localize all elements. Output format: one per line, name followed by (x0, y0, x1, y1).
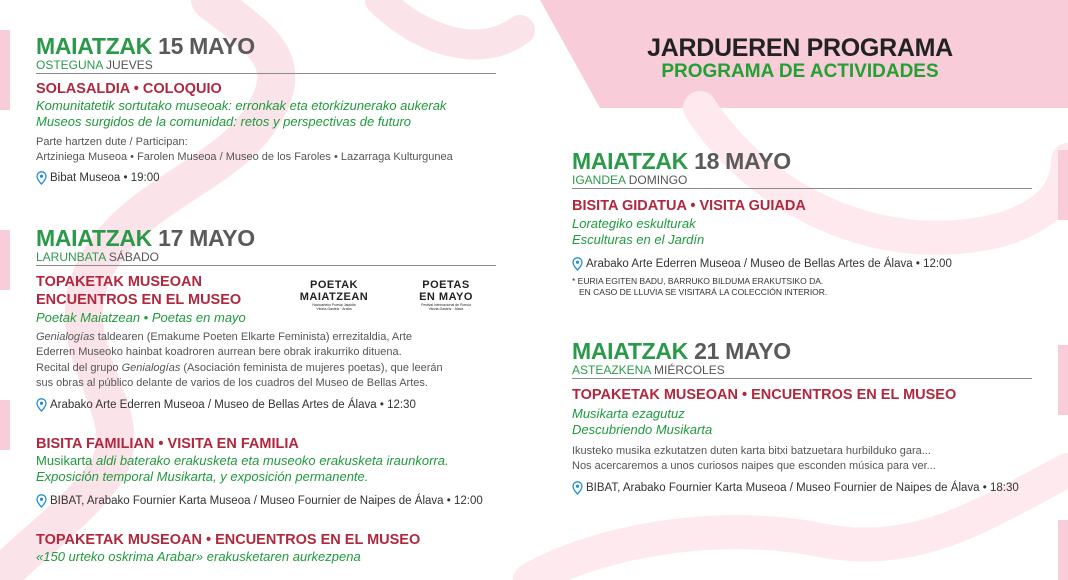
event-subtitle: Poetak Maiatzean • Poetas en mayo (36, 310, 246, 325)
event-subtitle-eu: Lorategiko eskulturak (572, 216, 696, 231)
day-15-section (36, 34, 496, 185)
event-family-visit (36, 435, 496, 508)
day-18-section (572, 149, 1032, 298)
map-pin-icon (36, 171, 47, 185)
event-museum-encounter (36, 531, 496, 565)
event-title: SOLASALDIA • COLOQUIO (36, 81, 222, 97)
event-title-es: ENCUENTROS EN EL MUSEO (36, 292, 242, 308)
program-title-es: PROGRAMA DE ACTIVIDADES (661, 61, 939, 82)
date-heading: MAIATZAK 21 MAYO (572, 338, 791, 364)
event-location: BIBAT, Arabako Fournier Karta Museoa / Museo Fournier de Naipes de Álava • 18:30 (572, 481, 1032, 495)
date-heading: MAIATZAK 18 MAYO (572, 148, 791, 174)
date-heading (36, 34, 496, 58)
poetak-maiatzean-logo: POETAK MAIATZEAN Nazioarteko Poesia Jaialdia Vitoria-Gasteiz · Araba (299, 279, 369, 311)
event-subtitle-es: Descubriendo Musikarta (572, 422, 713, 437)
description-es-line1: Recital del grupo Genialogías (Asociación feminista de mujeres poetas), que leerán (36, 362, 443, 374)
event-subtitle-eu: Musikarta ezagutuz (572, 406, 685, 421)
map-pin-icon (36, 494, 47, 508)
map-pin-icon (36, 398, 47, 412)
day-es: 15 MAYO (158, 33, 255, 59)
event-subtitle: «150 urteko oskrima Arabar» erakusketaren aurkezpena (36, 549, 361, 564)
weekday: ASTEAZKENA MIÉRCOLES (572, 363, 1032, 379)
day-17-section (36, 226, 496, 565)
event-location: BIBAT, Arabako Fournier Karta Museoa / Museo Fournier de Naipes de Álava • 12:00 (36, 494, 496, 508)
event-title: BISITA GIDATUA • VISITA GUIADA (572, 198, 806, 214)
event-location: Arabako Arte Ederren Museoa / Museo de Bellas Artes de Álava • 12:30 (36, 398, 496, 412)
event-title: BISITA FAMILIAN • VISITA EN FAMILIA (36, 436, 299, 452)
event-subtitle-eu: Komunitatetik sortutako museoak: erronkak eta etorkizunerako aukerak (36, 98, 447, 113)
event-title: TOPAKETAK MUSEOAN • ENCUENTROS EN EL MUSEO (36, 532, 421, 548)
event-location: Bibat Museoa • 19:00 (36, 171, 496, 185)
event-title-eu: TOPAKETAK MUSEOAN (36, 274, 202, 290)
event-title: TOPAKETAK MUSEOAN • ENCUENTROS EN EL MUSEO (572, 387, 957, 403)
description-es-line2: sus obras al público delante de varios de los cuadros del Museo de Bellas Artes. (36, 376, 428, 389)
day-21-section (572, 339, 1032, 495)
date-heading: MAIATZAK 17 MAYO (36, 225, 255, 251)
event-subtitle-eu: Musikarta aldi baterako erakusketa eta museoko erakusketa iraunkorra. (36, 453, 449, 468)
event-subtitle-es: Museos surgidos de la comunidad: retos y perspectivas de futuro (36, 114, 412, 129)
description-eu-line1: Genialogías taldearen (Emakume Poeten Elkarte Feminista) errezitaldia, Arte (36, 331, 413, 343)
weekday: IGANDEA DOMINGO (572, 173, 1032, 189)
participants-label: Parte hartzen dute / Participan: (36, 136, 188, 148)
event-subtitle-es: Exposición temporal Musikarta, y exposición permanente. (36, 469, 369, 484)
map-pin-icon (572, 481, 583, 495)
program-title-eu: JARDUEREN PROGRAMA (647, 34, 953, 62)
event-subtitle-es: Esculturas en el Jardín (572, 232, 705, 247)
description-es: Nos acercaremos a unos curiosos naipes que esconden música para ver... (572, 459, 936, 472)
description-eu-line2: Ederren Museoko hainbat koadroren aurrean bere obrak irakurriko dituena. (36, 345, 402, 358)
program-header (600, 35, 1000, 82)
event-poetry-recital (36, 273, 496, 412)
event-location: Arabako Arte Ederren Museoa / Museo de Bellas Artes de Álava • 12:00 (572, 257, 1032, 271)
participants-list: Artziniega Museoa • Farolen Museoa / Museo de los Faroles • Lazarraga Kulturgunea (36, 150, 453, 163)
map-pin-icon (572, 257, 583, 271)
rain-note-es: EN CASO DE LLUVIA SE VISITARÁ LA COLECCIÓN INTERIOR. (579, 287, 828, 297)
description-eu: Ikusteko musika ezkutatzen duten karta bitxi batzuetara hurbilduko gara... (572, 445, 931, 457)
weekday: OSTEGUNA JUEVES (36, 58, 496, 74)
poetas-en-mayo-logo: POETAS EN MAYO Festival Internacional de Poesía Vitoria-Gasteiz · Álava (419, 279, 473, 311)
month-eu: MAIATZAK (36, 33, 152, 59)
weekday: LARUNBATA SÁBADO (36, 250, 496, 266)
rain-note-eu: * EURIA EGITEN BADU, BARRUKO BILDUMA ERAKUTSIKO DA. (572, 276, 824, 286)
